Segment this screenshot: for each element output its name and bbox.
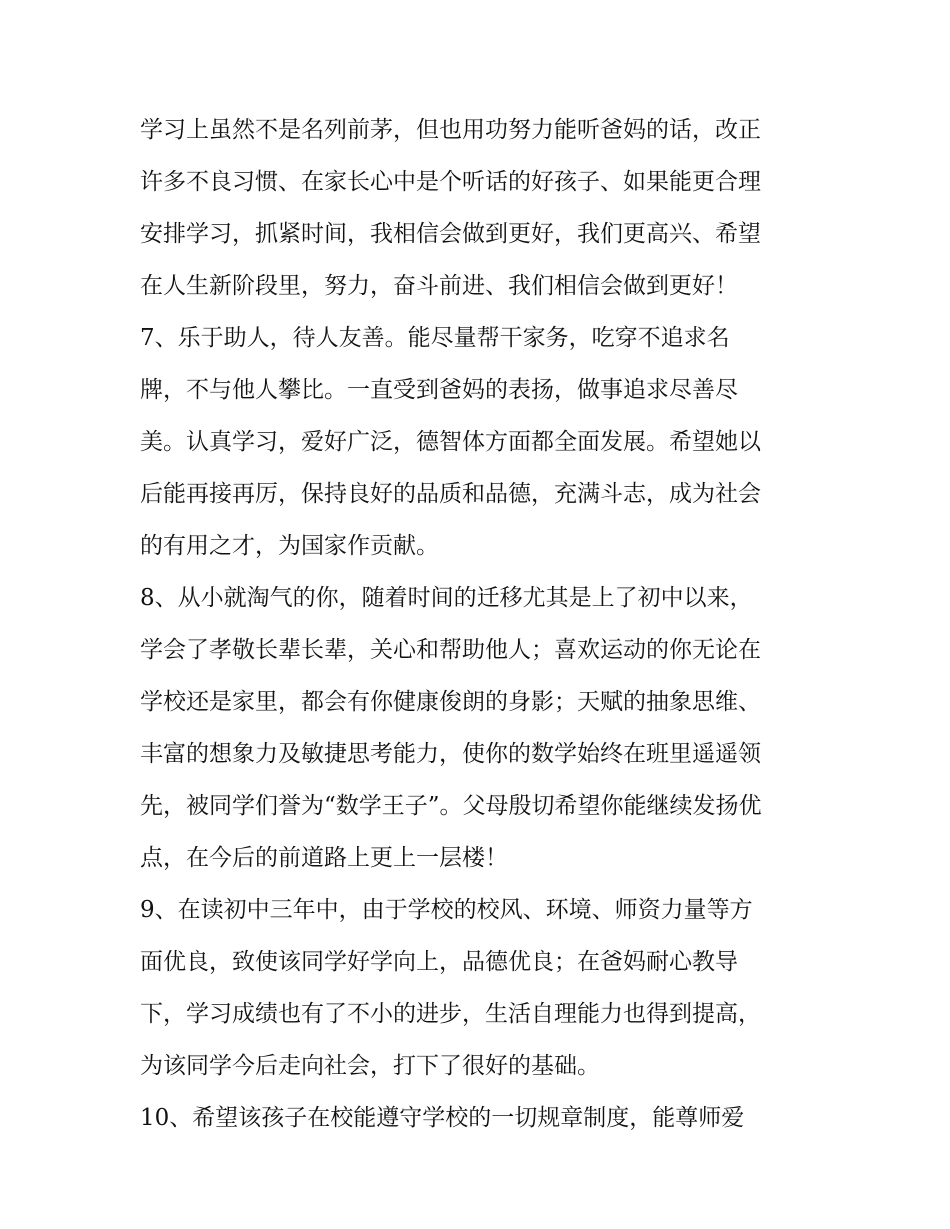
text-line: 先，被同学们誉为“数学王子”。父母殷切希望你能继续发扬优 bbox=[140, 793, 762, 819]
text-line: 安排学习，抓紧时间，我相信会做到更好，我们更高兴、希望 bbox=[140, 221, 761, 247]
text-line: 丰富的想象力及敏捷思考能力，使你的数学始终在班里遥遥领 bbox=[140, 741, 761, 767]
document-body bbox=[140, 104, 830, 1144]
text-line: 9、在读初中三年中，由于学校的校风、环境、师资力量等方 bbox=[140, 897, 753, 923]
text-line: 8、从小就淘气的你，随着时间的迁移尤其是上了初中以来， bbox=[140, 585, 753, 611]
text-line: 在人生新阶段里，努力，奋斗前进、我们相信会做到更好！ bbox=[140, 273, 738, 299]
text-line: 10、希望该孩子在校能遵守学校的一切规章制度，能尊师爱 bbox=[140, 1105, 745, 1131]
text-line: 为该同学今后走向社会，打下了很好的基础。 bbox=[140, 1053, 600, 1079]
text-line: 下，学习成绩也有了不小的进步，生活自理能力也得到提高， bbox=[140, 1001, 761, 1027]
text-line: 7、乐于助人，待人友善。能尽量帮干家务，吃穿不追求名 bbox=[140, 325, 730, 351]
text-line: 学习上虽然不是名列前茅，但也用功努力能听爸妈的话，改正 bbox=[140, 117, 761, 143]
text-line: 学校还是家里，都会有你健康俊朗的身影；天赋的抽象思维、 bbox=[140, 689, 761, 715]
text-line: 美。认真学习，爱好广泛，德智体方面都全面发展。希望她以 bbox=[140, 429, 761, 455]
text-line: 后能再接再厉，保持良好的品质和品德，充满斗志，成为社会 bbox=[140, 481, 761, 507]
text-line: 牌，不与他人攀比。一直受到爸妈的表扬，做事追求尽善尽 bbox=[140, 377, 738, 403]
text-line: 点，在今后的前道路上更上一层楼！ bbox=[140, 845, 508, 871]
text-line: 学会了孝敬长辈长辈，关心和帮助他人；喜欢运动的你无论在 bbox=[140, 637, 761, 663]
text-line: 面优良，致使该同学好学向上，品德优良；在爸妈耐心教导 bbox=[140, 949, 738, 975]
text-line: 许多不良习惯、在家长心中是个听话的好孩子、如果能更合理 bbox=[140, 169, 761, 195]
text-line: 的有用之才，为国家作贡献。 bbox=[140, 533, 439, 559]
